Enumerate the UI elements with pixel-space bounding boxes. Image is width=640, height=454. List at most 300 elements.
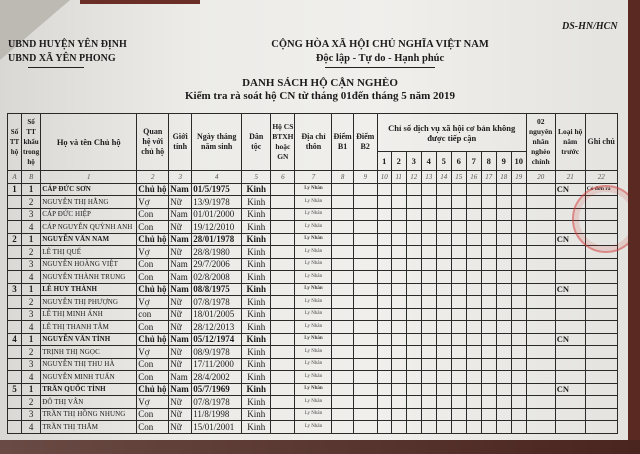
household-type: [555, 371, 585, 384]
service-indicator-3: [406, 296, 421, 309]
ethnicity: Kinh: [242, 396, 271, 409]
service-indicator-2: [391, 258, 406, 271]
score-b1: [332, 333, 353, 346]
col-ghi-chu: Ghi chú: [585, 114, 617, 171]
service-indicator-9: [496, 196, 511, 209]
service-indicator-6: [451, 371, 466, 384]
poverty-cause: [526, 196, 555, 209]
score-b1: [332, 271, 353, 284]
score-b2: [353, 308, 377, 321]
service-indicator-9: [496, 183, 511, 196]
service-indicator-5: [436, 296, 451, 309]
poverty-cause: [526, 283, 555, 296]
date-of-birth: 11/8/1998: [192, 408, 242, 421]
service-indicator-4: [421, 258, 436, 271]
service-indicator-10: [511, 271, 526, 284]
service-indicator-9: [496, 233, 511, 246]
policy-household: [271, 358, 295, 371]
table-row: [8, 346, 618, 359]
service-indicator-1: [377, 396, 391, 409]
issuing-authority: [8, 38, 127, 68]
table-row: [8, 271, 618, 284]
date-of-birth: 19/12/2010: [192, 221, 242, 234]
date-of-birth: 28/12/2013: [192, 321, 242, 334]
background-edge: [628, 0, 640, 454]
date-of-birth: 29/7/2006: [192, 258, 242, 271]
date-of-birth: 08/9/1978: [192, 346, 242, 359]
service-indicator-5: [436, 183, 451, 196]
poverty-cause: [526, 221, 555, 234]
service-indicator-5: [436, 208, 451, 221]
member-number: 2: [22, 396, 41, 409]
note: [585, 346, 617, 359]
service-indicator-2: [391, 296, 406, 309]
ethnicity: Kinh: [242, 383, 271, 396]
col-chi-so-8: 8: [481, 152, 496, 171]
poverty-cause: [526, 233, 555, 246]
col-dan-toc: Dân tộc: [242, 114, 271, 171]
service-indicator-4: [421, 221, 436, 234]
service-indicator-7: [466, 383, 481, 396]
table-row: [8, 333, 618, 346]
date-of-birth: 01/01/2000: [192, 208, 242, 221]
relationship: Con: [137, 221, 169, 234]
service-indicator-2: [391, 246, 406, 259]
note: [585, 408, 617, 421]
service-indicator-9: [496, 308, 511, 321]
village: Ly Nhân: [295, 333, 332, 346]
service-indicator-9: [496, 208, 511, 221]
date-of-birth: 01/5/1975: [192, 183, 242, 196]
household-type: CN: [555, 283, 585, 296]
col-chi-so-5: 5: [436, 152, 451, 171]
table-row: [8, 196, 618, 209]
service-indicator-10: [511, 396, 526, 409]
service-indicator-6: [451, 196, 466, 209]
village: Ly Nhân: [295, 371, 332, 384]
service-indicator-1: [377, 371, 391, 384]
service-indicator-10: [511, 221, 526, 234]
policy-household: [271, 258, 295, 271]
service-indicator-10: [511, 233, 526, 246]
service-indicator-6: [451, 308, 466, 321]
date-of-birth: 02/8/2008: [192, 271, 242, 284]
relationship: Vợ: [137, 346, 169, 359]
note: [585, 333, 617, 346]
score-b1: [332, 246, 353, 259]
service-indicator-2: [391, 208, 406, 221]
table-row: [8, 233, 618, 246]
score-b1: [332, 308, 353, 321]
service-indicator-8: [481, 296, 496, 309]
service-indicator-4: [421, 196, 436, 209]
service-indicator-7: [466, 321, 481, 334]
score-b2: [353, 283, 377, 296]
service-indicator-8: [481, 196, 496, 209]
gender: Nam: [169, 383, 192, 396]
village: Ly Nhân: [295, 421, 332, 434]
gender: Nữ: [169, 346, 192, 359]
member-number: 3: [22, 358, 41, 371]
member-number: 3: [22, 258, 41, 271]
score-b2: [353, 221, 377, 234]
note: [585, 258, 617, 271]
service-indicator-8: [481, 221, 496, 234]
member-number: 1: [22, 333, 41, 346]
service-indicator-5: [436, 346, 451, 359]
village: Ly Nhân: [295, 221, 332, 234]
column-number: A: [8, 171, 22, 184]
service-indicator-10: [511, 358, 526, 371]
table-row: [8, 283, 618, 296]
ethnicity: Kinh: [242, 408, 271, 421]
column-number: 8: [332, 171, 353, 184]
score-b2: [353, 246, 377, 259]
gender: Nam: [169, 233, 192, 246]
col-chi-so-4: 4: [421, 152, 436, 171]
service-indicator-7: [466, 183, 481, 196]
household-number: [8, 358, 22, 371]
column-number: 6: [271, 171, 295, 184]
household-number: [8, 208, 22, 221]
household-number: 3: [8, 283, 22, 296]
household-number: 1: [8, 183, 22, 196]
column-number-row: [8, 171, 618, 184]
household-number: [8, 296, 22, 309]
col-quan-he: Quan hệ với chủ hộ: [137, 114, 169, 171]
service-indicator-10: [511, 258, 526, 271]
poverty-cause: [526, 371, 555, 384]
score-b1: [332, 383, 353, 396]
service-indicator-3: [406, 358, 421, 371]
policy-household: [271, 383, 295, 396]
member-name: CÁP ĐỨC HIỆP: [41, 208, 137, 221]
gender: Nữ: [169, 321, 192, 334]
ethnicity: Kinh: [242, 221, 271, 234]
service-indicator-6: [451, 183, 466, 196]
member-number: 1: [22, 233, 41, 246]
village: Ly Nhân: [295, 283, 332, 296]
service-indicator-2: [391, 221, 406, 234]
ethnicity: Kinh: [242, 246, 271, 259]
service-indicator-2: [391, 408, 406, 421]
service-indicator-4: [421, 283, 436, 296]
service-indicator-6: [451, 383, 466, 396]
service-indicator-4: [421, 421, 436, 434]
service-indicator-2: [391, 196, 406, 209]
service-indicator-9: [496, 346, 511, 359]
member-name: CÁP ĐỨC SƠN: [41, 183, 137, 196]
date-of-birth: 05/7/1969: [192, 383, 242, 396]
relationship: Chủ hộ: [137, 383, 169, 396]
household-type: CN: [555, 183, 585, 196]
member-number: 4: [22, 321, 41, 334]
table-row: [8, 408, 618, 421]
date-of-birth: 17/11/2000: [192, 358, 242, 371]
service-indicator-5: [436, 258, 451, 271]
score-b1: [332, 196, 353, 209]
member-name: NGUYỄN MINH TUẤN: [41, 371, 137, 384]
service-indicator-3: [406, 421, 421, 434]
gender: Nam: [169, 333, 192, 346]
service-indicator-1: [377, 246, 391, 259]
note: Có đơn ra: [585, 183, 617, 196]
service-indicator-10: [511, 246, 526, 259]
service-indicator-1: [377, 196, 391, 209]
service-indicator-3: [406, 371, 421, 384]
table-row: [8, 246, 618, 259]
column-number: 10: [377, 171, 391, 184]
household-type: [555, 296, 585, 309]
service-indicator-8: [481, 183, 496, 196]
poverty-cause: [526, 246, 555, 259]
relationship: Con: [137, 421, 169, 434]
service-indicator-6: [451, 321, 466, 334]
score-b1: [332, 183, 353, 196]
ethnicity: Kinh: [242, 271, 271, 284]
column-number: 9: [353, 171, 377, 184]
service-indicator-10: [511, 296, 526, 309]
col-chi-so-9: 9: [496, 152, 511, 171]
policy-household: [271, 296, 295, 309]
column-number: 1: [41, 171, 137, 184]
service-indicator-7: [466, 283, 481, 296]
service-indicator-9: [496, 371, 511, 384]
service-indicator-6: [451, 221, 466, 234]
service-indicator-9: [496, 333, 511, 346]
table-row: [8, 308, 618, 321]
village: Ly Nhân: [295, 258, 332, 271]
score-b2: [353, 383, 377, 396]
table-row: [8, 183, 618, 196]
service-indicator-4: [421, 296, 436, 309]
service-indicator-6: [451, 358, 466, 371]
household-number: [8, 196, 22, 209]
service-indicator-6: [451, 246, 466, 259]
service-indicator-3: [406, 183, 421, 196]
service-indicator-1: [377, 358, 391, 371]
column-number: 15: [451, 171, 466, 184]
score-b2: [353, 271, 377, 284]
household-number: [8, 408, 22, 421]
service-indicator-4: [421, 396, 436, 409]
service-indicator-2: [391, 308, 406, 321]
service-indicator-9: [496, 321, 511, 334]
score-b1: [332, 208, 353, 221]
gender: Nữ: [169, 358, 192, 371]
service-indicator-4: [421, 333, 436, 346]
gender: Nữ: [169, 221, 192, 234]
service-indicator-9: [496, 271, 511, 284]
score-b1: [332, 346, 353, 359]
motto: Độc lập - Tự do - Hạnh phúc: [315, 53, 445, 64]
service-indicator-8: [481, 333, 496, 346]
service-indicator-3: [406, 396, 421, 409]
village: Ly Nhân: [295, 271, 332, 284]
ethnicity: Kinh: [242, 233, 271, 246]
service-indicator-1: [377, 183, 391, 196]
score-b2: [353, 233, 377, 246]
column-number: 11: [391, 171, 406, 184]
village: Ly Nhân: [295, 346, 332, 359]
service-indicator-3: [406, 208, 421, 221]
service-indicator-2: [391, 271, 406, 284]
date-of-birth: 07/8/1978: [192, 396, 242, 409]
service-indicator-7: [466, 421, 481, 434]
service-indicator-1: [377, 421, 391, 434]
column-number: 3: [169, 171, 192, 184]
relationship: Chủ hộ: [137, 233, 169, 246]
service-indicator-4: [421, 271, 436, 284]
score-b1: [332, 258, 353, 271]
col-chi-so-3: 3: [406, 152, 421, 171]
note: [585, 396, 617, 409]
column-number: 2: [137, 171, 169, 184]
service-indicator-7: [466, 196, 481, 209]
service-indicator-8: [481, 283, 496, 296]
relationship: Vợ: [137, 196, 169, 209]
service-indicator-9: [496, 283, 511, 296]
service-indicator-8: [481, 396, 496, 409]
date-of-birth: 05/12/1974: [192, 333, 242, 346]
member-name: TRỊNH THỊ NGỌC: [41, 346, 137, 359]
service-indicator-6: [451, 296, 466, 309]
service-indicator-2: [391, 383, 406, 396]
member-name: TRẦN THỊ HỒNG NHUNG: [41, 408, 137, 421]
service-indicator-6: [451, 258, 466, 271]
note: [585, 358, 617, 371]
ethnicity: Kinh: [242, 358, 271, 371]
policy-household: [271, 221, 295, 234]
service-indicator-6: [451, 408, 466, 421]
service-indicator-8: [481, 258, 496, 271]
member-number: 3: [22, 408, 41, 421]
policy-household: [271, 333, 295, 346]
table-row: [8, 396, 618, 409]
date-of-birth: 28/8/1980: [192, 246, 242, 259]
service-indicator-8: [481, 408, 496, 421]
relationship: Con: [137, 271, 169, 284]
member-name: LÊ THỊ MINH ÁNH: [41, 308, 137, 321]
col-ngay-sinh: Ngày tháng năm sinh: [192, 114, 242, 171]
household-type: CN: [555, 383, 585, 396]
poverty-cause: [526, 358, 555, 371]
relationship: Chủ hộ: [137, 183, 169, 196]
gender: Nam: [169, 283, 192, 296]
title-main: DANH SÁCH HỘ CẬN NGHÈO: [242, 77, 398, 89]
date-of-birth: 28/4/2002: [192, 371, 242, 384]
gender: Nữ: [169, 246, 192, 259]
village: Ly Nhân: [295, 208, 332, 221]
service-indicator-7: [466, 221, 481, 234]
household-type: [555, 271, 585, 284]
poverty-cause: [526, 258, 555, 271]
service-indicator-10: [511, 333, 526, 346]
score-b2: [353, 358, 377, 371]
service-indicator-5: [436, 396, 451, 409]
policy-household: [271, 308, 295, 321]
service-indicator-2: [391, 333, 406, 346]
ethnicity: Kinh: [242, 183, 271, 196]
ethnicity: Kinh: [242, 196, 271, 209]
service-indicator-10: [511, 408, 526, 421]
service-indicator-8: [481, 208, 496, 221]
ethnicity: Kinh: [242, 208, 271, 221]
service-indicator-4: [421, 308, 436, 321]
service-indicator-10: [511, 346, 526, 359]
note: [585, 321, 617, 334]
service-indicator-1: [377, 221, 391, 234]
poverty-cause: [526, 408, 555, 421]
relationship: Con: [137, 358, 169, 371]
service-indicator-9: [496, 383, 511, 396]
service-indicator-5: [436, 371, 451, 384]
service-indicator-10: [511, 283, 526, 296]
service-indicator-3: [406, 333, 421, 346]
member-name: LÊ HUY THÀNH: [41, 283, 137, 296]
household-type: [555, 346, 585, 359]
household-type: [555, 321, 585, 334]
member-number: 2: [22, 296, 41, 309]
poverty-cause: [526, 321, 555, 334]
village: Ly Nhân: [295, 296, 332, 309]
poverty-cause: [526, 183, 555, 196]
household-number: [8, 396, 22, 409]
service-indicator-2: [391, 183, 406, 196]
column-number: 5: [242, 171, 271, 184]
score-b1: [332, 221, 353, 234]
service-indicator-3: [406, 346, 421, 359]
gender: Nam: [169, 371, 192, 384]
service-indicator-10: [511, 183, 526, 196]
household-number: [8, 271, 22, 284]
poverty-cause: [526, 308, 555, 321]
score-b1: [332, 321, 353, 334]
score-b2: [353, 333, 377, 346]
service-indicator-5: [436, 233, 451, 246]
policy-household: [271, 271, 295, 284]
household-number: 5: [8, 383, 22, 396]
col-gioi-tinh: Giới tính: [169, 114, 192, 171]
ethnicity: Kinh: [242, 283, 271, 296]
service-indicator-5: [436, 358, 451, 371]
underline: [325, 67, 435, 68]
service-indicator-1: [377, 283, 391, 296]
ethnicity: Kinh: [242, 333, 271, 346]
score-b2: [353, 208, 377, 221]
relationship: Chủ hộ: [137, 333, 169, 346]
service-indicator-8: [481, 233, 496, 246]
household-table: [7, 113, 618, 434]
member-number: 4: [22, 421, 41, 434]
relationship: Vợ: [137, 246, 169, 259]
service-indicator-3: [406, 233, 421, 246]
policy-household: [271, 208, 295, 221]
service-indicator-4: [421, 208, 436, 221]
column-number: 17: [481, 171, 496, 184]
service-indicator-4: [421, 183, 436, 196]
gender: Nữ: [169, 396, 192, 409]
member-number: 4: [22, 221, 41, 234]
service-indicator-3: [406, 196, 421, 209]
service-indicator-2: [391, 358, 406, 371]
table-row: [8, 221, 618, 234]
service-indicator-10: [511, 321, 526, 334]
member-name: NGUYỄN THỊ PHƯỢNG: [41, 296, 137, 309]
policy-household: [271, 346, 295, 359]
ethnicity: Kinh: [242, 321, 271, 334]
member-number: 3: [22, 208, 41, 221]
